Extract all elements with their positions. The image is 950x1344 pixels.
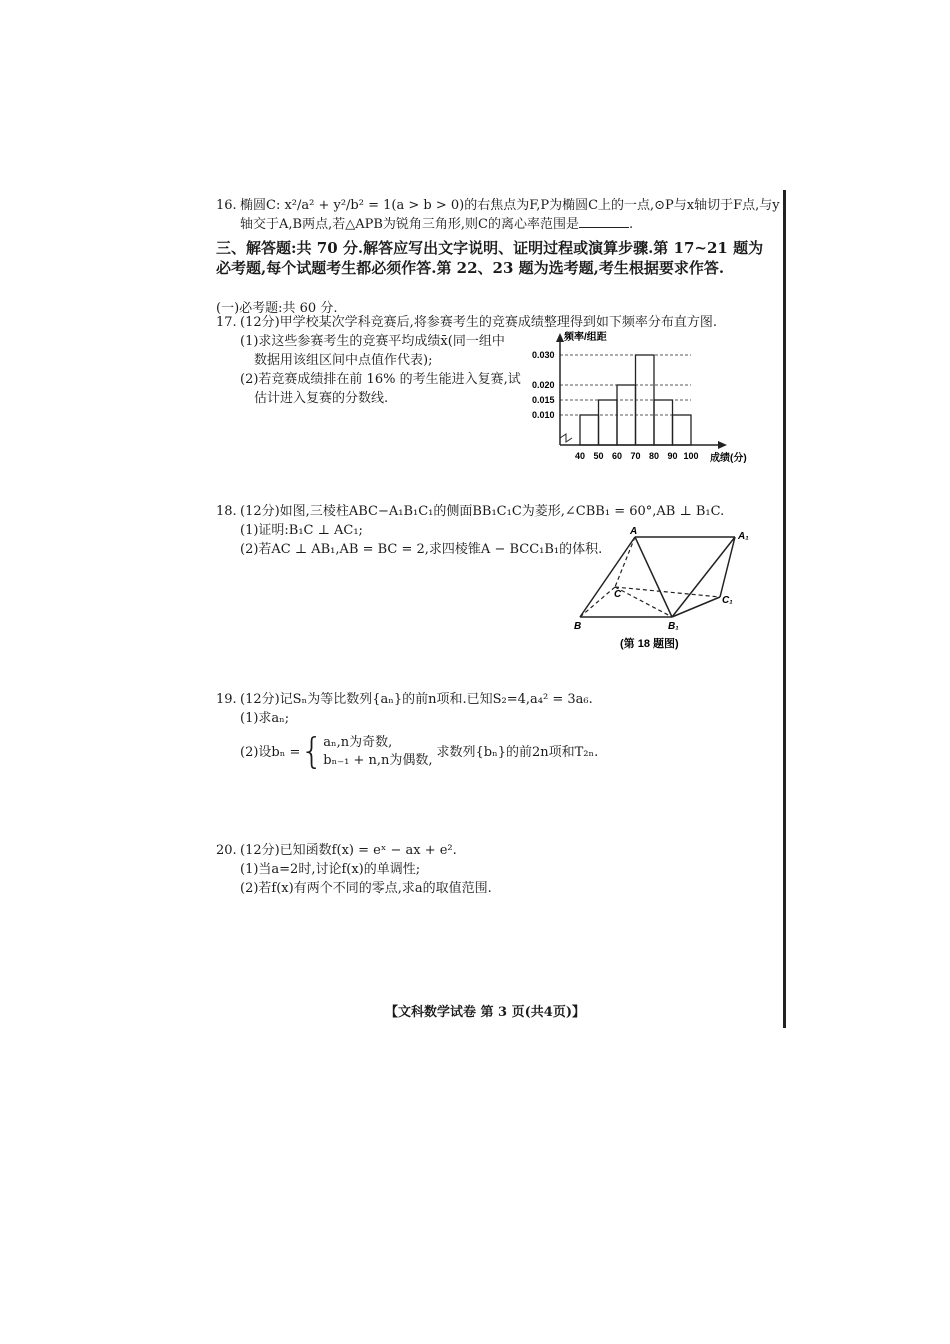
x-axis-arrow — [718, 441, 727, 449]
question-stem: (12分)记Sₙ为等比数列{aₙ}的前n项和.已知S₂=4,a₄² = 3a₆. — [240, 692, 593, 707]
edge-C-B1 — [615, 587, 672, 617]
required-heading: (一)必考题:共 60 分. — [216, 301, 338, 316]
question-number: 18. — [216, 504, 237, 519]
part-1: (1)当a=2时,讨论f(x)的单调性; — [240, 862, 421, 877]
part-1: (1)求aₙ; — [240, 711, 290, 726]
figure-caption: (第 18 题图) — [620, 638, 679, 650]
page-footer: 【文科数学试卷 第 3 页(共4页)】 — [385, 1005, 585, 1020]
x-tick-label: 100 — [683, 451, 699, 461]
section-3-heading: 三、解答题:共 70 分.解答应写出文字说明、证明过程或演算步骤.第 17~21 题为必考题,每个试题考生都必须作答.第 22、23 题为选考题,考生根据要求作答. — [216, 239, 764, 277]
case-even: bₙ₋₁ + n,n为偶数, — [323, 753, 433, 768]
histogram-bar — [580, 415, 599, 445]
vertex-label-C1: C₁ — [722, 595, 733, 606]
question-20 — [216, 841, 492, 898]
vertex-label-C: C — [614, 589, 622, 600]
y-axis-label: 频率/组距 — [564, 332, 607, 343]
y-tick-label: 0.015 — [532, 395, 555, 405]
question-16: 16. 椭圆C: x²/a² + y²/b² = 1(a > b > 0)的右焦点为F,P为椭圆C上的一点,⊙P与x轴切于F点,与y 轴交于A,B两点,若△APB为锐角三角形,则C的离心率范围是 . — [216, 198, 780, 232]
part-1: (1)求这些参赛考生的竞赛平均成绩x̄(同一组中 — [240, 334, 505, 349]
question-stem: (12分)甲学校某次学科竞赛后,将参赛考生的竞赛成绩整理得到如下频率分布直方图. — [240, 315, 717, 330]
y-tick-label: 0.020 — [532, 380, 555, 390]
part-2: (2)若f(x)有两个不同的零点,求a的取值范围. — [240, 881, 492, 896]
axis-break-mark — [560, 434, 572, 442]
part-2-prefix: (2)设bₙ = — [240, 744, 301, 760]
question-number: 20. — [216, 843, 237, 858]
y-axis-arrow — [556, 333, 564, 342]
question-text: 轴交于A,B两点,若△APB为锐角三角形,则C的离心率范围是 — [240, 217, 579, 232]
question-number: 17. — [216, 315, 237, 330]
y-tick-label: 0.030 — [532, 350, 555, 360]
vertex-label-A1: A₁ — [738, 531, 749, 542]
page-border-line — [783, 190, 786, 1028]
frequency-histogram — [530, 330, 770, 470]
part-2: (2)若AC ⊥ AB₁,AB = BC = 2,求四棱锥A − BCC₁B₁的体积. — [240, 542, 603, 557]
question-stem: (12分)如图,三棱柱ABC−A₁B₁C₁的侧面BB₁C₁C为菱形,∠CBB₁ = 60°,AB ⊥ B₁C. — [240, 504, 725, 519]
question-stem: (12分)已知函数f(x) = eˣ − ax + e². — [240, 843, 457, 858]
histogram-bar — [673, 415, 692, 445]
x-tick-label: 60 — [611, 451, 623, 461]
piecewise-cases — [323, 734, 432, 770]
x-tick-label: 80 — [648, 451, 660, 461]
part-2: (2)若竞赛成绩排在前 16% 的考生能进入复赛,试 — [240, 372, 521, 387]
case-odd: aₙ,n为奇数, — [323, 735, 393, 750]
x-tick-label: 40 — [574, 451, 586, 461]
part-2-cont: 估计进入复赛的分数线. — [254, 391, 389, 406]
x-axis-label: 成绩(分) — [710, 453, 747, 464]
x-tick-label: 50 — [593, 451, 604, 461]
vertex-label-A: A — [630, 526, 638, 537]
prism-figure — [570, 525, 770, 655]
question-19 — [216, 690, 598, 770]
part-2 — [216, 731, 599, 772]
edge-A-B1 — [635, 537, 672, 617]
y-tick-label: 0.010 — [532, 410, 555, 420]
question-number: 19. — [216, 692, 237, 707]
left-brace: { — [300, 731, 324, 772]
histogram-bar — [599, 400, 618, 445]
vertex-label-B: B — [574, 621, 582, 632]
answer-blank[interactable] — [579, 215, 629, 228]
part-1: (1)证明:B₁C ⊥ AC₁; — [240, 523, 363, 538]
x-tick-label: 90 — [667, 451, 678, 461]
vertex-label-B1: B₁ — [668, 621, 679, 632]
part-1-cont: 数据用该组区间中点值作代表); — [254, 353, 433, 368]
histogram-bar — [654, 400, 673, 445]
question-text: 椭圆C: x²/a² + y²/b² = 1(a > b > 0)的右焦点为F,P为椭圆C上的一点,⊙P与x轴切于F点,与y — [240, 198, 780, 213]
edge-A-B — [580, 537, 635, 617]
question-number: 16. — [216, 198, 237, 213]
x-tick-label: 70 — [630, 451, 641, 461]
part-2-suffix: 求数列{bₙ}的前2n项和T₂ₙ. — [436, 744, 599, 760]
